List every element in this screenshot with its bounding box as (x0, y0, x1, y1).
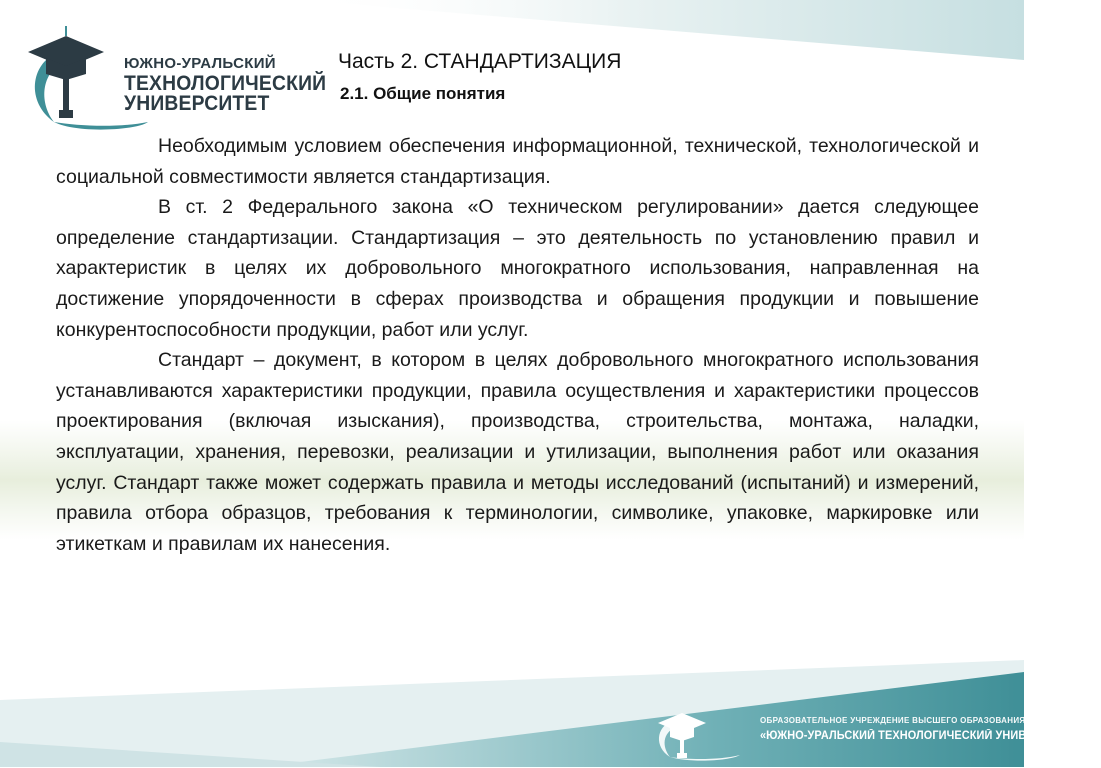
footer-caption (760, 716, 1101, 742)
footer-cap-icon (650, 703, 760, 763)
page-title: Часть 2. СТАНДАРТИЗАЦИЯ (338, 50, 622, 73)
logo-line-3: УНИВЕРСИТЕТ (124, 92, 270, 115)
paragraph-2: В ст. 2 Федерального закона «О техническом регулировании» дается следующее определение стандартизации. Стандартизация – это деятельность по установлению правил и характеристик в целях их добровольного многократного использования, направленная на достижение упорядоченности в сферах производства и обращения продукции и повышение конкурентоспособности продукции, работ или услуг. (56, 196, 979, 341)
paragraph-1: Необходимым условием обеспечения информационной, технической, технологической и социальной совместимости является стандартизация. (56, 135, 979, 188)
paragraph-3: Стандарт – документ, в котором в целях добровольного многократного использования устанавливаются характеристики продукции, правила осуществления и характеристики процессов проектирования (включая изыскания), производства, строительства, монтажа, наладки, эксплуатации, хранения, перевозки, реализации и утилизации, выполнения работ или оказания услуг. Стандарт также может содержать правила и методы исследований (испытаний) и измерений, правила отбора образцов, требования к терминологии, символике, упаковке, маркировке или этикеткам и правилам их нанесения. (56, 349, 979, 555)
logo-line-2: ТЕХНОЛОГИЧЕСКИЙ (124, 72, 327, 95)
section-subtitle: 2.1. Общие понятия (340, 84, 506, 103)
university-logo (18, 22, 327, 132)
body-text (56, 131, 979, 559)
logo-line-1: ЮЖНО-УРАЛЬСКИЙ (124, 55, 276, 72)
footer-line-2: «ЮЖНО-УРАЛЬСКИЙ ТЕХНОЛОГИЧЕСКИЙ УНИВЕРСИТЕТ» (760, 730, 1084, 742)
footer-line-1: ОБРАЗОВАТЕЛЬНОЕ УЧРЕЖДЕНИЕ ВЫСШЕГО ОБРАЗОВАНИЯ (760, 716, 1026, 725)
